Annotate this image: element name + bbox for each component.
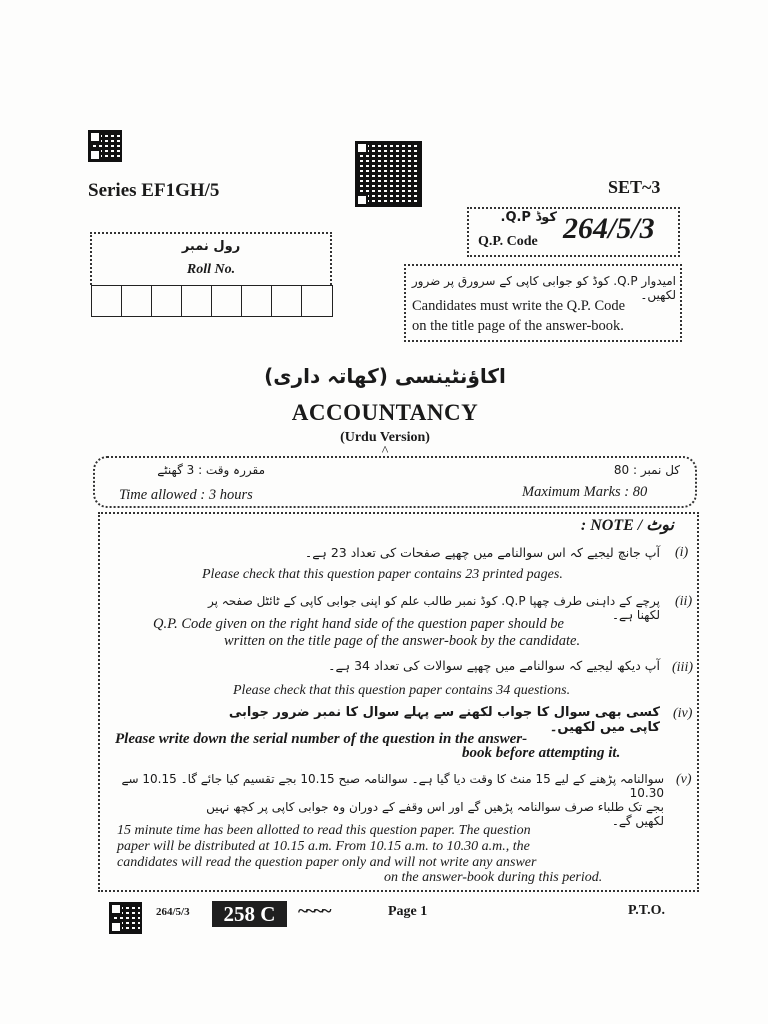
note-i-english: Please check that this question paper contains 23 printed pages.	[202, 567, 563, 582]
pto-label: P.T.O.	[628, 903, 665, 918]
maximum-marks: Maximum Marks : 80	[522, 484, 648, 500]
note-v-english-line1: 15 minute time has been allotted to read this question paper. The question	[117, 823, 531, 838]
qp-code-value: 264/5/3	[563, 212, 655, 245]
time-allowed: Time allowed : 3 hours	[119, 487, 253, 503]
roll-cell	[152, 286, 182, 316]
note-iv-urdu: کسی بھی سوال کا جواب لکھنے سے پہلے سوال کا نمبر ضرور جوابی کاپی میں لکھیں۔	[228, 705, 660, 735]
instruction-urdu: امیدوار Q.P. کوڈ کو جوابی کاپی کے سرورق پر ضرور لکھیں۔	[411, 274, 676, 302]
note-number-i: (i)	[675, 545, 689, 560]
qp-code-label: Q.P. Code	[478, 234, 538, 249]
note-number-v: (v)	[676, 772, 692, 787]
note-heading: : NOTE / نوٹ	[580, 517, 674, 534]
center-qr-code	[355, 141, 422, 207]
note-iv-english-line2: book before attempting it.	[462, 745, 621, 761]
note-v-english-line2: paper will be distributed at 10.15 a.m. From 10.15 a.m. to 10.30 a.m., the	[117, 839, 530, 854]
note-iii-urdu: آپ دیکھ لیجیے کہ سوالنامے میں چھپے سوالات کی تعداد 34 ہے۔	[328, 658, 660, 673]
note-iv-english-line1: Please write down the serial number of the question in the answer-	[115, 731, 528, 747]
series-label: Series EF1GH/5	[88, 180, 220, 201]
qp-code-urdu-label: کوڈ Q.P.	[500, 210, 557, 225]
time-urdu: مقررہ وقت : 3 گھنٹے	[157, 463, 265, 477]
roll-cell	[242, 286, 272, 316]
roll-label: Roll No.	[186, 262, 236, 277]
title-english: ACCOUNTANCY	[291, 400, 479, 425]
note-v-urdu-line2: بجے تک طلباء صرف سوالنامہ پڑھیں گے اور اس وقفے کے دوران وہ جوابی کاپی پر کچھ نہیں لکھیں گے۔	[206, 800, 664, 828]
note-ii-english-line1: Q.P. Code given on the right hand side of the question paper should be	[153, 616, 564, 632]
footer-squiggle: ~~~~	[298, 901, 330, 922]
note-ii-english-line2: written on the title page of the answer-book by the candidate.	[224, 633, 581, 649]
roll-cell	[122, 286, 152, 316]
note-iii-english: Please check that this question paper contains 34 questions.	[233, 683, 571, 698]
note-ii-urdu: پرچے کے داہنی طرف چھپا Q.P. کوڈ نمبر طالب علم کو اپنی جوابی کاپی کے ٹائٹل صفحہ پر لکھنا ہے۔	[207, 594, 660, 622]
note-v-english-line4: on the answer-book during this period.	[384, 870, 603, 885]
note-number-iii: (iii)	[672, 660, 693, 675]
roll-cell	[92, 286, 122, 316]
note-number-ii: (ii)	[675, 594, 693, 609]
version-caret: ^	[381, 444, 389, 459]
instruction-english-line1: Candidates must write the Q.P. Code	[412, 298, 626, 314]
roll-cell	[272, 286, 302, 316]
set-label: SET~3	[608, 177, 661, 197]
note-v-urdu-line1: سوالنامہ پڑھنے کے لیے 15 منٹ کا وقت دیا گیا ہے۔ سوالنامہ صبح 10.15 بجے تقسیم کیا جائے گا۔ 10.15 سے 10.30	[121, 772, 664, 800]
footer-qr-code	[109, 902, 142, 934]
set-badge: 258 C	[212, 901, 287, 927]
roll-label-urdu: رول نمبر	[181, 239, 241, 254]
footer-code: 264/5/3	[156, 906, 190, 918]
roll-cell	[302, 286, 332, 316]
top-left-qr-code	[88, 130, 122, 162]
instruction-english-line2: on the title page of the answer-book.	[412, 318, 624, 334]
roll-cell	[212, 286, 242, 316]
page-number: Page 1	[388, 904, 428, 919]
title-version: (Urdu Version)	[340, 430, 430, 445]
marks-urdu: کل نمبر : 80	[613, 463, 680, 477]
roll-cell	[182, 286, 212, 316]
title-urdu: اکاؤنٹینسی (کھاتہ داری)	[264, 364, 506, 388]
note-v-english-line3: candidates will read the question paper only and will not write any answer	[117, 855, 537, 870]
note-i-urdu: آپ جانچ لیجیے کہ اس سوالنامے میں چھپے صفحات کی تعداد 23 ہے۔	[304, 545, 660, 560]
note-number-iv: (iv)	[673, 706, 693, 721]
roll-number-cells	[91, 285, 333, 317]
